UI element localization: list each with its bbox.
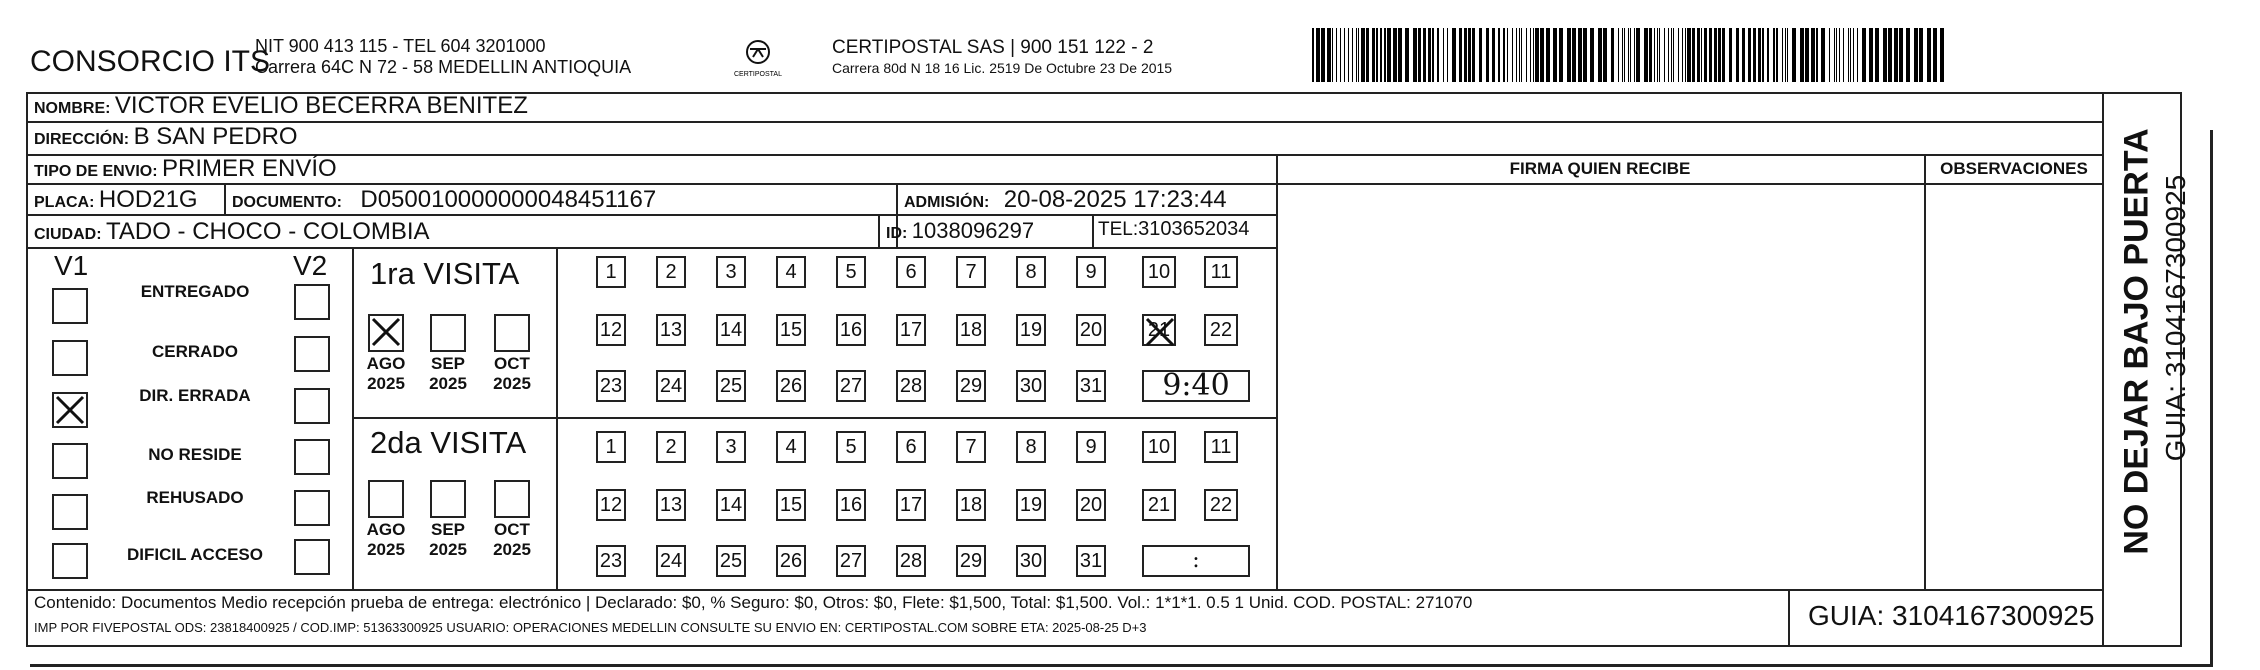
frame-bottom (26, 645, 2182, 647)
certipostal-logo (728, 36, 788, 80)
day-cell[interactable] (716, 370, 746, 402)
tipo-value: PRIMER ENVÍO (162, 155, 337, 182)
day-number: 8 (1025, 436, 1037, 458)
day-number: 26 (779, 375, 803, 397)
day-cell[interactable] (896, 489, 926, 521)
day-cell[interactable] (776, 370, 806, 402)
nombre-field (34, 92, 528, 120)
month-checkbox[interactable] (494, 314, 530, 352)
v2-checkbox[interactable] (294, 490, 330, 526)
day-number: 7 (965, 436, 977, 458)
side-guia: GUIA: 3104167300925 (2160, 174, 2191, 462)
row-line-1 (26, 121, 2104, 123)
day-cell[interactable] (1076, 489, 1106, 521)
frame-left (26, 92, 28, 647)
day-number: 27 (839, 550, 863, 572)
id-field (886, 218, 1034, 244)
day-number: 26 (779, 550, 803, 572)
day-cell[interactable] (656, 370, 686, 402)
day-cell[interactable] (956, 545, 986, 577)
day-number: 27 (839, 375, 863, 397)
day-cell[interactable] (656, 545, 686, 577)
day-number: 22 (1209, 494, 1233, 516)
frame-shadow-r (2210, 130, 2213, 667)
v2-checkbox[interactable] (294, 539, 330, 575)
day-cell[interactable] (716, 489, 746, 521)
logo-caption: CERTIPOSTAL (734, 71, 782, 78)
day-cell[interactable] (836, 431, 866, 463)
time-field[interactable]: 9:40 (1142, 370, 1250, 402)
tel-field (1098, 218, 1249, 241)
direccion-field (34, 123, 298, 151)
v1-checkbox[interactable] (52, 443, 88, 479)
month-label: AGO (366, 354, 406, 373)
day-number: 1 (605, 261, 617, 283)
day-cell[interactable] (1076, 314, 1106, 346)
company-nit: NIT 900 413 115 - TEL 604 3201000 (255, 36, 546, 56)
tipo-label: TIPO DE ENVIO: (34, 163, 158, 180)
time-field[interactable]: : (1142, 545, 1250, 577)
day-number: 21 (1147, 319, 1171, 341)
status-label: ENTREGADO (140, 282, 250, 301)
admision-label: ADMISIÓN: (904, 194, 990, 211)
v2-label: V2 (293, 250, 328, 281)
day-cell[interactable] (1016, 256, 1046, 288)
placa-value: HOD21G (98, 186, 198, 213)
day-number: 6 (905, 436, 917, 458)
day-cell[interactable] (656, 314, 686, 346)
month-checkbox[interactable] (368, 314, 404, 352)
day-cell[interactable] (1142, 431, 1176, 463)
day-number: 11 (1210, 261, 1232, 283)
admision-value: 20-08-2025 17:23:44 (1003, 186, 1227, 213)
direccion-label: DIRECCIÓN: (34, 131, 130, 148)
day-cell[interactable] (596, 314, 626, 346)
day-cell[interactable] (956, 431, 986, 463)
v2-checkbox[interactable] (294, 388, 330, 424)
ciudad-label: CIUDAD: (34, 226, 102, 243)
day-number: 31 (1079, 550, 1103, 572)
day-cell[interactable] (596, 489, 626, 521)
day-number: 7 (965, 261, 977, 283)
month-checkbox[interactable] (494, 480, 530, 518)
day-cell[interactable] (716, 545, 746, 577)
day-number: 23 (599, 375, 623, 397)
v1-checkbox[interactable] (52, 340, 88, 376)
day-cell[interactable] (1076, 431, 1106, 463)
row-line-2 (26, 154, 2104, 156)
documento-label: DOCUMENTO: (232, 194, 342, 211)
day-cell[interactable] (896, 370, 926, 402)
day-number: 3 (725, 261, 737, 283)
row-line-obs (1276, 183, 2104, 185)
footer-guia: GUIA: 3104167300925 (1808, 600, 2095, 631)
status-label: DIFICIL ACCESO (126, 545, 263, 564)
id-label: ID: (886, 225, 908, 242)
day-number: 25 (719, 375, 743, 397)
year-label: 2025 (493, 540, 531, 559)
day-number: 23 (599, 550, 623, 572)
day-cell[interactable] (776, 314, 806, 346)
day-cell[interactable] (956, 370, 986, 402)
day-number: 1 (605, 436, 617, 458)
year-label: 2025 (429, 374, 467, 393)
day-cell[interactable] (716, 314, 746, 346)
row-line-4 (26, 214, 1276, 216)
day-cell[interactable] (956, 256, 986, 288)
ciudad-value: TADO - CHOCO - COLOMBIA (106, 218, 430, 245)
row-line-footer (26, 589, 2104, 591)
day-cell[interactable] (836, 545, 866, 577)
tel-value: 3103652034 (1138, 218, 1250, 240)
day-cell[interactable] (896, 256, 926, 288)
day-cell[interactable] (776, 431, 806, 463)
day-cell[interactable] (896, 314, 926, 346)
year-label: 2025 (493, 374, 531, 393)
v1-checkbox[interactable] (52, 288, 88, 324)
day-number: 2 (665, 436, 677, 458)
tel-label: TEL: (1098, 219, 1139, 240)
day-number: 16 (839, 494, 863, 516)
day-number: 3 (725, 436, 737, 458)
day-cell[interactable] (1076, 256, 1106, 288)
admision-field (904, 186, 1227, 214)
day-cell[interactable] (1204, 314, 1238, 346)
day-number: 10 (1147, 261, 1171, 283)
visit2-title: 2da VISITA (370, 425, 527, 460)
day-number: 14 (719, 319, 743, 341)
day-number: 5 (845, 261, 857, 283)
day-cell[interactable] (1016, 489, 1046, 521)
firma-header: FIRMA QUIEN RECIBE (1509, 159, 1691, 178)
day-cell[interactable] (656, 256, 686, 288)
day-cell[interactable] (956, 489, 986, 521)
day-number: 13 (659, 319, 683, 341)
day-number: 18 (959, 319, 983, 341)
month-label: OCT (494, 520, 530, 539)
year-label: 2025 (367, 540, 405, 559)
day-cell[interactable] (1016, 314, 1046, 346)
month-label: SEP (430, 354, 466, 373)
footer-imp: IMP POR FIVEPOSTAL ODS: 23818400925 / COD.IMP: 51363300925 USUARIO: OPERACIONES MEDELLIN CONSULTE SU ENVIO EN: CERTIPOSTAL.COM SOBRE ETA: 2025-08-25 D+3 (34, 620, 1147, 635)
col-line-placa (224, 183, 226, 216)
v1-checkbox[interactable] (52, 543, 88, 579)
col-line-firma (1276, 154, 1278, 591)
day-number: 5 (845, 436, 857, 458)
documento-field (232, 186, 656, 214)
day-number: 28 (899, 550, 923, 572)
day-number: 20 (1079, 494, 1103, 516)
v1-checkbox[interactable] (52, 494, 88, 530)
day-cell[interactable] (836, 256, 866, 288)
day-number: 18 (959, 494, 983, 516)
day-cell[interactable] (776, 489, 806, 521)
col-line-tel (1092, 214, 1094, 247)
day-cell[interactable] (836, 489, 866, 521)
day-number: 24 (659, 550, 683, 572)
direccion-value: B SAN PEDRO (133, 123, 298, 150)
day-cell[interactable] (776, 256, 806, 288)
day-number: 4 (785, 436, 797, 458)
day-cell[interactable] (596, 545, 626, 577)
day-cell[interactable] (596, 256, 626, 288)
ciudad-field (34, 218, 430, 246)
col-line-status (352, 247, 354, 591)
day-number: 13 (659, 494, 683, 516)
day-cell[interactable] (716, 431, 746, 463)
year-label: 2025 (429, 540, 467, 559)
day-number: 31 (1079, 375, 1103, 397)
placa-field (34, 186, 198, 214)
day-cell[interactable] (1142, 489, 1176, 521)
day-cell[interactable] (1204, 256, 1238, 288)
day-cell[interactable] (896, 431, 926, 463)
day-cell[interactable] (1076, 370, 1106, 402)
company-name: CONSORCIO ITS (30, 45, 271, 78)
v1-checkbox[interactable] (52, 392, 88, 428)
day-number: 2 (665, 261, 677, 283)
placa-label: PLACA: (34, 194, 95, 211)
month-label: OCT (494, 354, 530, 373)
frame-shadow (30, 664, 2210, 667)
day-cell[interactable] (1016, 431, 1046, 463)
status-label: DIR. ERRADA (139, 386, 251, 405)
day-number: 12 (599, 319, 623, 341)
footer-contenido: Contenido: Documentos Medio recepción prueba de entrega: electrónico | Declarado: $0, % Seguro: $0, Otros: $0, Flete: $1,500, Total: $1,500. Vol.: 1*1*1. 0.5 1 Unid. COD. POSTAL: 271070 (34, 593, 1473, 612)
id-value: 1038096297 (911, 218, 1035, 243)
row-line-5 (26, 247, 1276, 249)
col-line-guia (1788, 589, 1790, 647)
day-number: 25 (719, 550, 743, 572)
nombre-value: VICTOR EVELIO BECERRA BENITEZ (114, 92, 528, 119)
day-cell[interactable] (896, 545, 926, 577)
day-number: 17 (899, 494, 923, 516)
day-number: 28 (899, 375, 923, 397)
month-checkbox[interactable] (430, 480, 466, 518)
status-label: NO RESIDE (148, 445, 242, 464)
day-number: 9 (1085, 436, 1097, 458)
documento-value: D050010000000048451167 (360, 186, 657, 213)
side-no-dejar: NO DEJAR BAJO PUERTA (2117, 128, 2156, 555)
day-number: 29 (959, 550, 983, 572)
main-right (2102, 92, 2104, 647)
day-number: 4 (785, 261, 797, 283)
day-number: 29 (959, 375, 983, 397)
tipo-field (34, 155, 337, 183)
certipostal-info: CERTIPOSTAL SAS | 900 151 122 - 2 (832, 37, 1154, 58)
day-number: 24 (659, 375, 683, 397)
day-number: 30 (1019, 375, 1043, 397)
day-cell[interactable] (1204, 431, 1238, 463)
day-number: 17 (899, 319, 923, 341)
day-cell[interactable] (1016, 545, 1046, 577)
nombre-label: NOMBRE: (34, 100, 111, 117)
day-cell[interactable] (716, 256, 746, 288)
month-checkbox[interactable] (368, 480, 404, 518)
day-cell[interactable] (596, 431, 626, 463)
day-cell[interactable] (656, 489, 686, 521)
v2-checkbox[interactable] (294, 284, 330, 320)
year-label: 2025 (367, 374, 405, 393)
day-number: 6 (905, 261, 917, 283)
day-number: 15 (779, 494, 803, 516)
day-number: 11 (1210, 436, 1232, 458)
day-number: 10 (1147, 436, 1171, 458)
visit1-title: 1ra VISITA (370, 256, 520, 291)
row-line-visits (352, 417, 1276, 419)
row-line-3 (26, 183, 1276, 185)
col-line-visit (556, 247, 558, 591)
day-number: 19 (1019, 494, 1043, 516)
v2-checkbox[interactable] (294, 336, 330, 372)
day-cell[interactable] (776, 545, 806, 577)
day-number: 30 (1019, 550, 1043, 572)
day-cell[interactable] (836, 314, 866, 346)
day-number: 19 (1019, 319, 1043, 341)
day-number: 8 (1025, 261, 1037, 283)
v1-label: V1 (54, 250, 89, 281)
day-number: 14 (719, 494, 743, 516)
v2-checkbox[interactable] (294, 439, 330, 475)
day-cell[interactable] (1076, 545, 1106, 577)
day-number: 12 (599, 494, 623, 516)
col-line-obs (1924, 154, 1926, 591)
day-cell[interactable] (596, 370, 626, 402)
day-cell[interactable] (656, 431, 686, 463)
certipostal-license: Carrera 80d N 18 16 Lic. 2519 De Octubre 23 De 2015 (832, 60, 1173, 76)
day-cell[interactable] (1142, 314, 1176, 346)
day-number: 15 (779, 319, 803, 341)
day-number: 20 (1079, 319, 1103, 341)
month-checkbox[interactable] (430, 314, 466, 352)
day-cell[interactable] (836, 370, 866, 402)
day-cell[interactable] (1016, 370, 1046, 402)
company-address: Carrera 64C N 72 - 58 MEDELLIN ANTIOQUIA (255, 57, 632, 77)
observaciones-header: OBSERVACIONES (1940, 159, 2088, 178)
day-number: 9 (1085, 261, 1097, 283)
status-label: CERRADO (152, 342, 238, 361)
col-line-id (878, 214, 880, 247)
month-label: AGO (366, 520, 406, 539)
status-label: REHUSADO (146, 488, 244, 507)
barcode (1312, 28, 1952, 82)
month-label: SEP (430, 520, 466, 539)
day-cell[interactable] (1204, 489, 1238, 521)
day-cell[interactable] (1142, 256, 1176, 288)
day-cell[interactable] (956, 314, 986, 346)
day-number: 16 (839, 319, 863, 341)
day-number: 21 (1147, 494, 1171, 516)
day-number: 22 (1209, 319, 1233, 341)
